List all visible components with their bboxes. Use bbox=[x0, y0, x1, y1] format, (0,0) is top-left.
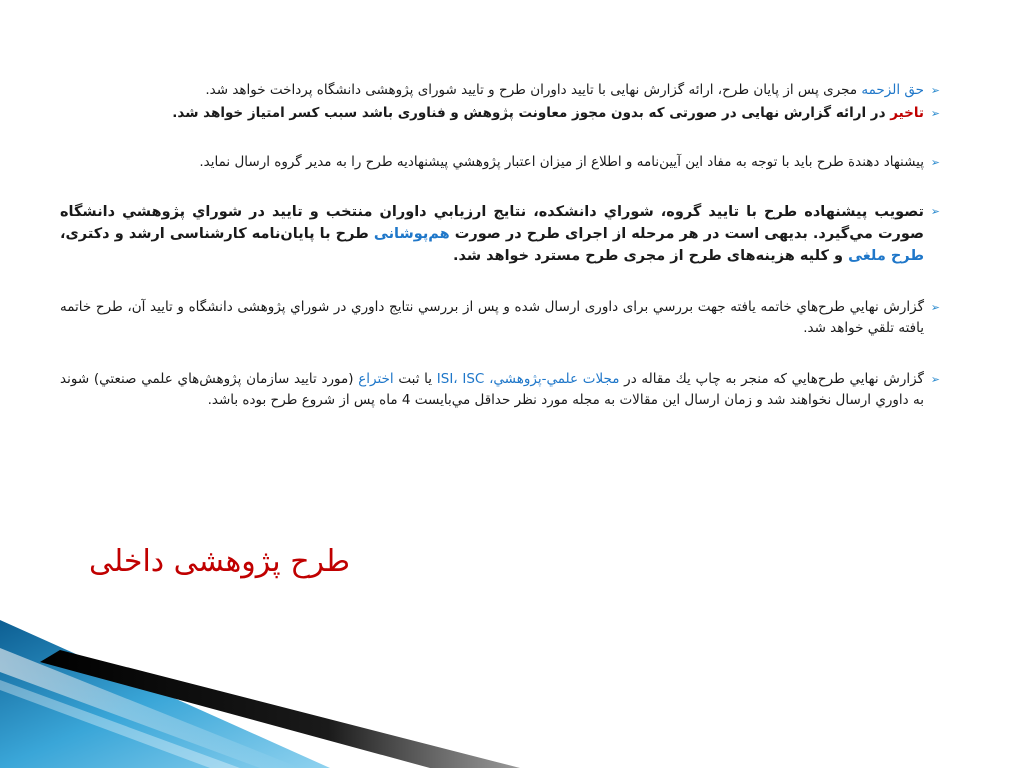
bullet-text: (مورد تاييد سازمان پژوهش‌هاي علمي صنعتي) شوند به داوري ارسال نخواهند شد و زمان ارسال اين مقالات به مجله مورد نظر حداقل مي‌بايست 4 ماه پس از شروع طرح بوده باشد. bbox=[60, 371, 924, 408]
bullet-highlight: مجلات علمي-پژوهشي، ISI، ISC bbox=[436, 371, 620, 387]
bullet-text: در ارائه گزارش نهایی در صورتی که بدون مجوز معاونت پژوهش و فناوری باشد سبب کسر امتیاز خواهد شد. bbox=[172, 105, 891, 121]
bullet-text: مجری پس از پایان طرح، ارائه گزارش نهایی با تایید داوران طرح و تایید شورای پژوهشی دانشگاه پرداخت خواهد شد. bbox=[205, 82, 862, 98]
bullet-item bbox=[60, 201, 940, 267]
bullet-highlight: حق الزحمه bbox=[861, 82, 924, 98]
bullet-highlight: تاخیر bbox=[890, 105, 924, 121]
bullet-highlight: طرح ملغی bbox=[848, 248, 924, 264]
bullet-text: طرح با پایان‌نامه کارشناسی ارشد و دکتری، bbox=[60, 226, 374, 242]
bullet-text: تصويب پيشنهاده طرح با تاييد گروه، شوراي دانشكده، نتايج ارزيابي داوران منتخب و تاييد در شوراي پژوهشي دانشگاه صورت مي‌گيرد. بدیهی است در هر مرحله از اجرای طرح در صورت bbox=[60, 204, 924, 242]
bullet-item bbox=[60, 152, 940, 173]
bullet-text: پيشنهاد دهندة طرح بايد با توجه به مفاد اين آیین‌نامه و اطلاع از ميزان اعتبار پژوهشي پيشنهاديه طرح را به مدير گروه ارسال نمايد. bbox=[199, 154, 924, 170]
slide-content bbox=[60, 80, 940, 411]
checkmark-arrow-icon: ➢ bbox=[930, 373, 940, 386]
bullet-text: گزارش نهايي طرح‌هايي كه منجر به چاپ يك مقاله در bbox=[619, 371, 924, 387]
checkmark-arrow-icon: ➢ bbox=[930, 205, 940, 218]
bullet-item bbox=[60, 103, 940, 124]
bullet-item bbox=[60, 80, 940, 101]
bullet-highlight: هم‌پوشانی bbox=[373, 226, 450, 242]
decorative-stripes bbox=[0, 620, 1024, 768]
bullet-text: يا ثبت bbox=[393, 371, 437, 387]
slide-title: طرح پژوهشی داخلی bbox=[88, 544, 350, 579]
checkmark-arrow-icon: ➢ bbox=[930, 107, 940, 120]
bullet-text: و کلیه هزینه‌های طرح از مجری طرح مسترد خواهد شد. bbox=[452, 248, 849, 264]
checkmark-arrow-icon: ➢ bbox=[930, 84, 940, 97]
bullet-text: گزارش نهايي طرح‌هاي خاتمه يافته جهت بررسي برای داوری ارسال شده و پس از بررسي نتايج داوري در شوراي پژوهشی دانشگاه و تاييد آن، طرح خاتمه يافته تلقي خواهد شد. bbox=[60, 299, 924, 336]
bullet-item bbox=[60, 369, 940, 411]
checkmark-arrow-icon: ➢ bbox=[930, 301, 940, 314]
checkmark-arrow-icon: ➢ bbox=[930, 156, 940, 169]
bullet-highlight: اختراع bbox=[358, 371, 394, 387]
bullet-item bbox=[60, 297, 940, 339]
